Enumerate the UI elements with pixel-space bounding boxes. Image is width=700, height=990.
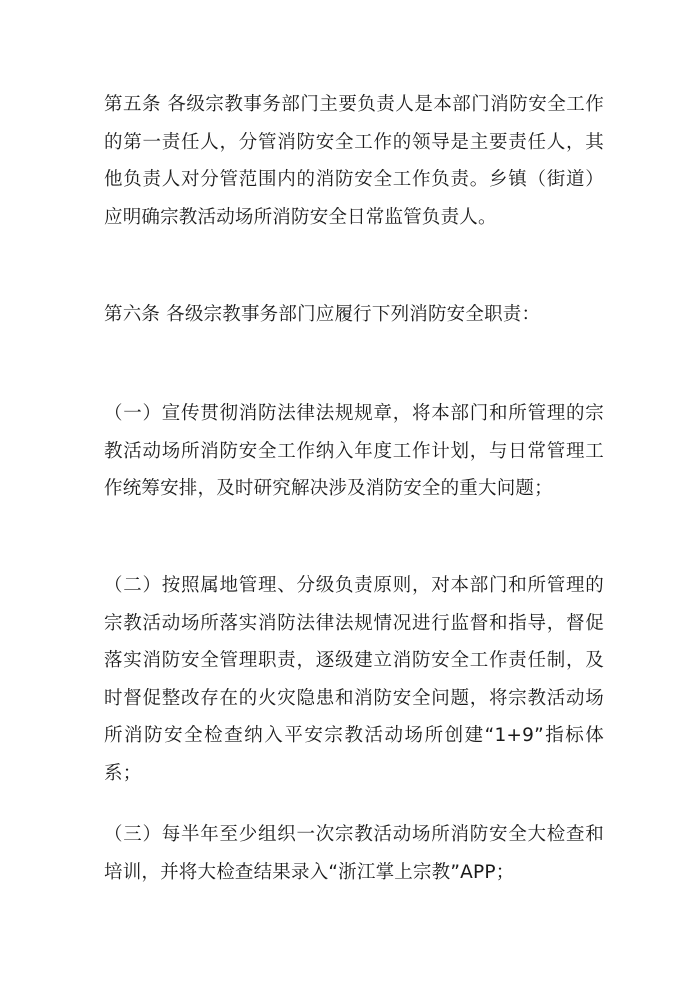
clause-3-paragraph: （三）每半年至少组织一次宗教活动场所消防安全大检查和培训，并将大检查结果录入“浙江掌上宗教”APP； [104,824,604,883]
article-6-paragraph: 第六条 各级宗教事务部门应履行下列消防安全职责： [104,304,541,325]
clause-2-paragraph: （二）按照属地管理、分级负责原则，对本部门和所管理的宗教活动场所落实消防法律法规情况进行监督和指导，督促落实消防安全管理职责，逐级建立消防安全工作责任制，及时督促整改存在的火灾隐患和消防安全问题，将宗教活动场所消防安全检查纳入平安宗教活动场所创建“1+9”指标体系； [104,575,604,784]
article-5-paragraph: 第五条 各级宗教事务部门主要负责人是本部门消防安全工作的第一责任人，分管消防安全工作的领导是主要责任人，其他负责人对分管范围内的消防安全工作负责。乡镇（街道）应明确宗教活动场所消防安全日常监管负责人。 [104,94,604,228]
clause-1-paragraph: （一）宣传贯彻消防法律法规规章，将本部门和所管理的宗教活动场所消防安全工作纳入年度工作计划，与日常管理工作统筹安排，及时研究解决涉及消防安全的重大问题； [104,403,604,499]
